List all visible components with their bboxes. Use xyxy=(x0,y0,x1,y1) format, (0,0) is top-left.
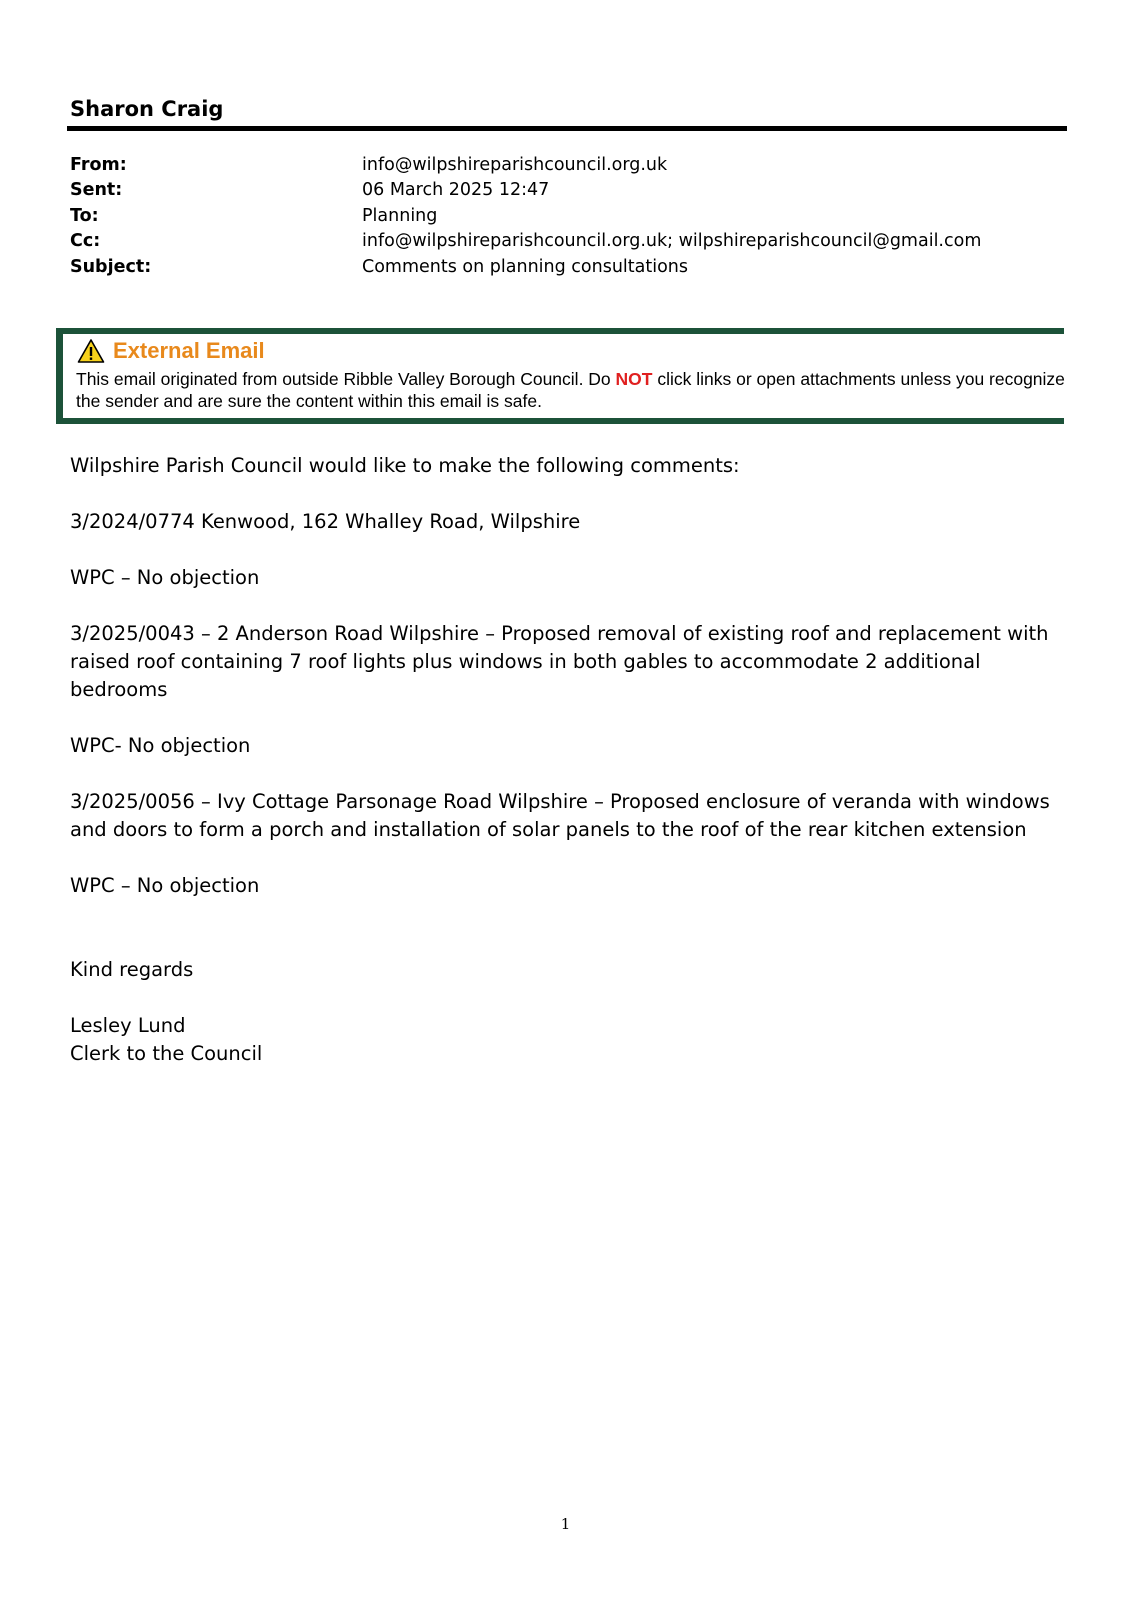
header-row-subject xyxy=(70,254,1070,280)
header-row-from xyxy=(70,152,1070,178)
sent-label: Sent: xyxy=(70,180,123,201)
signer-title: Clerk to the Council xyxy=(70,1042,263,1065)
application-3: 3/2025/0056 – Ivy Cottage Parsonage Road Wilpshire – Proposed enclosure of veranda with windows and doors to form a porch and installation of solar panels to the roof of the rear kitchen extension xyxy=(70,790,1050,841)
email-body xyxy=(70,452,1070,1068)
cc-label: Cc: xyxy=(70,231,101,252)
to-value: Planning xyxy=(362,205,438,226)
warning-icon xyxy=(77,338,105,364)
header-row-sent xyxy=(70,178,1070,204)
intro-paragraph: Wilpshire Parish Council would like to make the following comments: xyxy=(70,454,740,477)
warning-text-end: click links or open attachments unless you recognize the sender and are sure the content within this email is safe. xyxy=(76,369,1065,411)
subject-value: Comments on planning consultations xyxy=(362,256,688,277)
external-email-title: External Email xyxy=(113,338,265,363)
external-email-banner xyxy=(56,328,1064,424)
closing-line: Kind regards xyxy=(70,958,194,981)
application-3-response: WPC – No objection xyxy=(70,874,260,897)
header-row-cc xyxy=(70,229,1070,255)
application-1: 3/2024/0774 Kenwood, 162 Whalley Road, Wilpshire xyxy=(70,510,581,533)
application-2-response: WPC- No objection xyxy=(70,734,251,757)
subject-label: Subject: xyxy=(70,256,152,277)
mailbox-owner-name: Sharon Craig xyxy=(70,97,224,121)
from-label: From: xyxy=(70,154,127,175)
cc-value: info@wilpshireparishcouncil.org.uk; wilpshireparishcouncil@gmail.com xyxy=(362,231,982,252)
application-2: 3/2025/0043 – 2 Anderson Road Wilpshire – Proposed removal of existing roof and replacement with raised roof containing 7 roof lights plus windows in both gables to accommodate 2 additional bedrooms xyxy=(70,622,1049,701)
email-headers xyxy=(70,152,1070,280)
signer-name: Lesley Lund xyxy=(70,1014,186,1037)
to-label: To: xyxy=(70,205,99,226)
warning-text-start: This email originated from outside Ribble Valley Borough Council. Do xyxy=(76,369,616,389)
from-value: info@wilpshireparishcouncil.org.uk xyxy=(362,154,668,175)
external-email-heading xyxy=(77,338,265,364)
page-number: 1 xyxy=(560,1515,571,1533)
header-row-to xyxy=(70,203,1070,229)
external-email-warning-text xyxy=(76,368,1066,412)
owner-divider xyxy=(67,126,1067,131)
spacer xyxy=(70,928,1070,956)
sent-value: 06 March 2025 12:47 xyxy=(362,180,550,201)
application-1-response: WPC – No objection xyxy=(70,566,260,589)
warning-emphasis: NOT xyxy=(615,369,653,389)
